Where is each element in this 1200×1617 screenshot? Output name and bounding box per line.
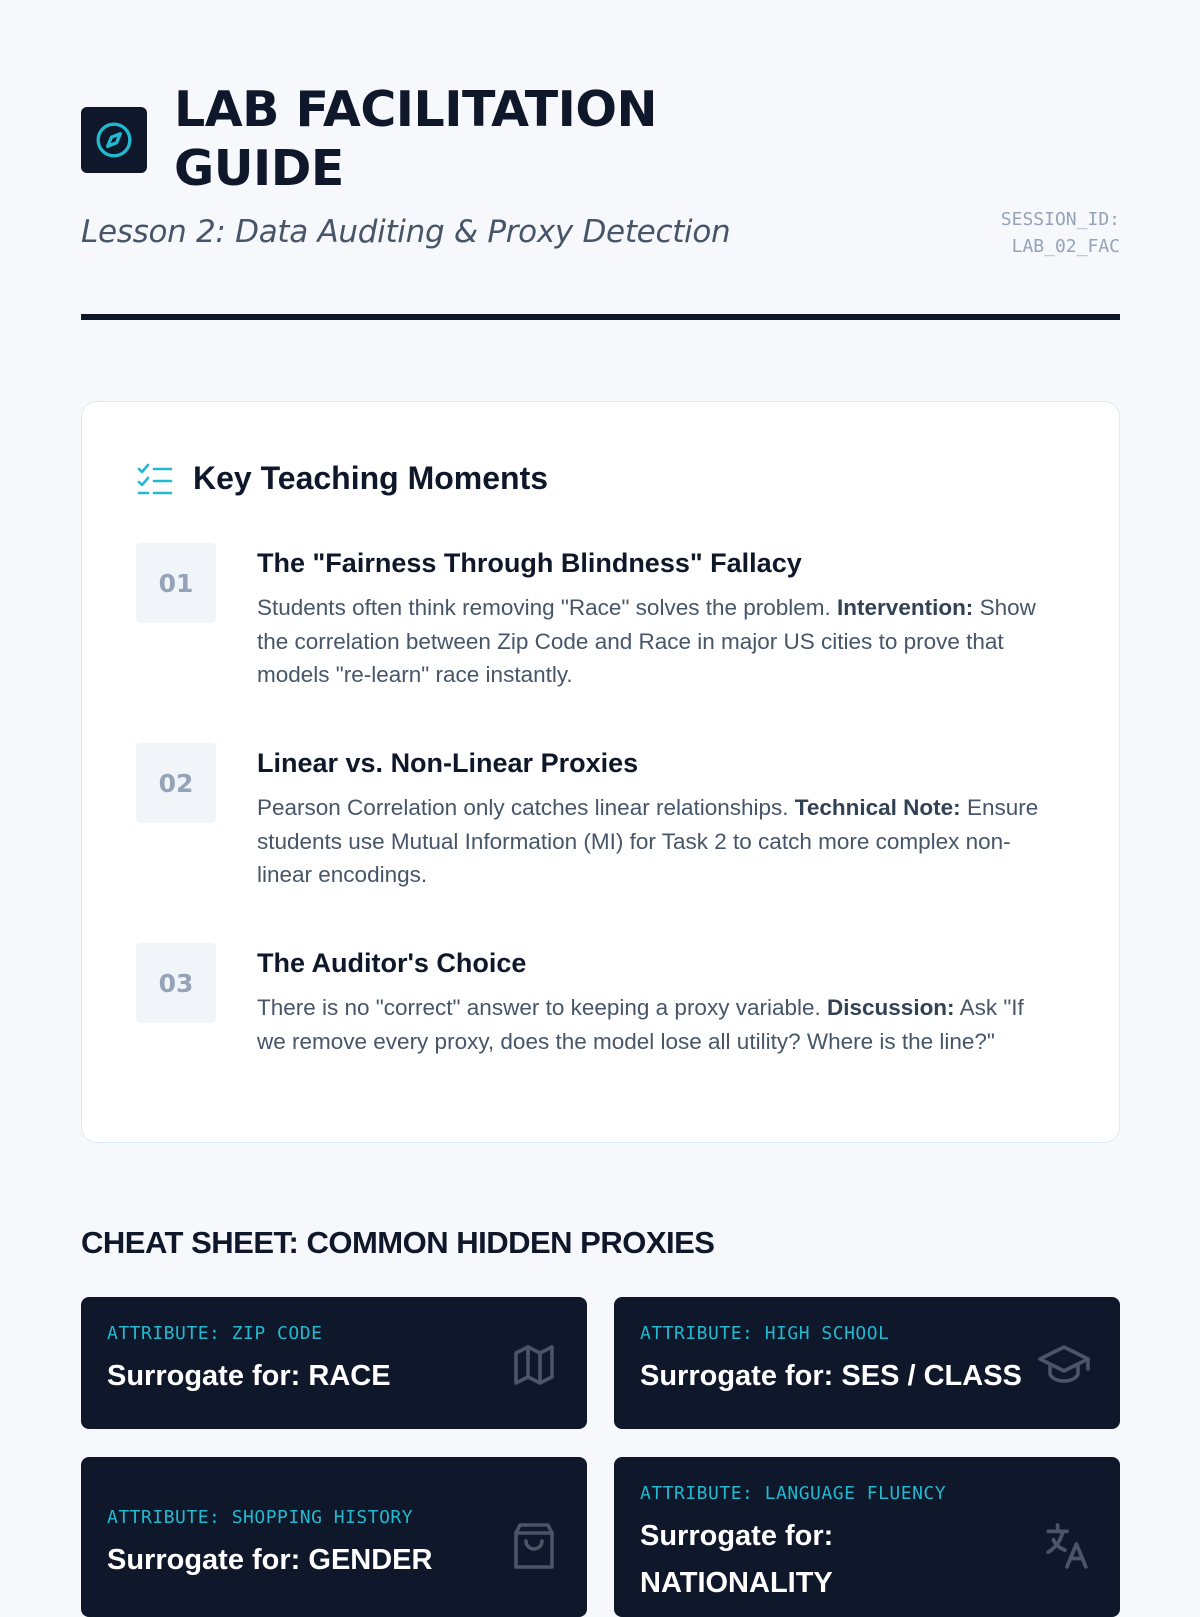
- shopping-bag-icon: [510, 1521, 558, 1573]
- moment-number: 01: [136, 543, 216, 623]
- moment-number: 03: [136, 943, 216, 1023]
- page-title: LAB FACILITATION GUIDE: [174, 81, 658, 197]
- proxy-surrogate: Surrogate for: NATIONALITY: [640, 1520, 834, 1599]
- proxy-surrogate: Surrogate for: SES / CLASS: [640, 1360, 1022, 1392]
- moment-detail: Ask "If we remove every proxy, does the model lose all utility? Where is the line?": [257, 995, 1024, 1054]
- proxy-surrogate: Surrogate for: RACE: [107, 1360, 391, 1392]
- cheat-sheet-heading: CHEAT SHEET: COMMON HIDDEN PROXIES: [81, 1225, 715, 1260]
- session-id-label: SESSION_ID:: [1000, 209, 1120, 230]
- moment-text: [257, 791, 1057, 892]
- proxy-card-zip-code: [81, 1297, 587, 1429]
- moment-text: [257, 991, 1057, 1058]
- session-id: [940, 206, 1120, 260]
- moment-detail: Show the correlation between Zip Code and Race in major US cities to prove that models "re-learn" race instantly.: [257, 595, 1036, 687]
- map-icon: [510, 1341, 558, 1389]
- moment-body: [257, 543, 1057, 692]
- compass-icon: [94, 120, 134, 160]
- card-header: [137, 460, 548, 497]
- proxy-attribute: ATTRIBUTE: HIGH SCHOOL: [640, 1323, 890, 1344]
- moment-emphasis: Technical Note:: [794, 795, 961, 820]
- moment-emphasis: Discussion:: [827, 995, 955, 1020]
- language-icon: [1042, 1521, 1092, 1571]
- proxy-attribute: ATTRIBUTE: SHOPPING HISTORY: [107, 1507, 414, 1528]
- moment-description: Pearson Correlation only catches linear relationships.: [257, 795, 789, 820]
- graduation-cap-icon: [1038, 1339, 1090, 1387]
- header-divider: [81, 314, 1120, 320]
- moment-title: The Auditor's Choice: [257, 948, 527, 978]
- moment-emphasis: Intervention:: [837, 595, 974, 620]
- proxy-card-high-school: [614, 1297, 1120, 1429]
- facilitation-guide-page: [81, 0, 1120, 1599]
- session-id-value: LAB_02_FAC: [1011, 236, 1120, 257]
- proxy-card-language-fluency: [614, 1457, 1120, 1617]
- logo-badge: [81, 107, 147, 173]
- page-header: [81, 0, 1120, 324]
- moment-title: Linear vs. Non-Linear Proxies: [257, 748, 639, 778]
- moment-number: 02: [136, 743, 216, 823]
- moment-text: [257, 591, 1057, 692]
- moment-title: The "Fairness Through Blindness" Fallacy: [257, 548, 802, 578]
- page-subtitle: Lesson 2: Data Auditing & Proxy Detection: [81, 214, 731, 250]
- moment-body: [257, 943, 1057, 1058]
- checklist-icon: [137, 463, 173, 495]
- moment-description: There is no "correct" answer to keeping a proxy variable.: [257, 995, 821, 1020]
- moment-detail: Ensure students use Mutual Information (MI) for Task 2 to catch more complex non-linear encodings.: [257, 795, 1039, 887]
- proxy-attribute: ATTRIBUTE: LANGUAGE FLUENCY: [640, 1483, 947, 1504]
- teaching-moments-card: [81, 401, 1120, 1143]
- proxy-attribute: ATTRIBUTE: ZIP CODE: [107, 1323, 323, 1344]
- card-heading: Key Teaching Moments: [193, 460, 549, 496]
- moment-description: Students often think removing "Race" solves the problem.: [257, 595, 831, 620]
- proxy-surrogate: Surrogate for: GENDER: [107, 1544, 433, 1576]
- moment-body: [257, 743, 1057, 892]
- proxy-card-shopping-history: [81, 1457, 587, 1617]
